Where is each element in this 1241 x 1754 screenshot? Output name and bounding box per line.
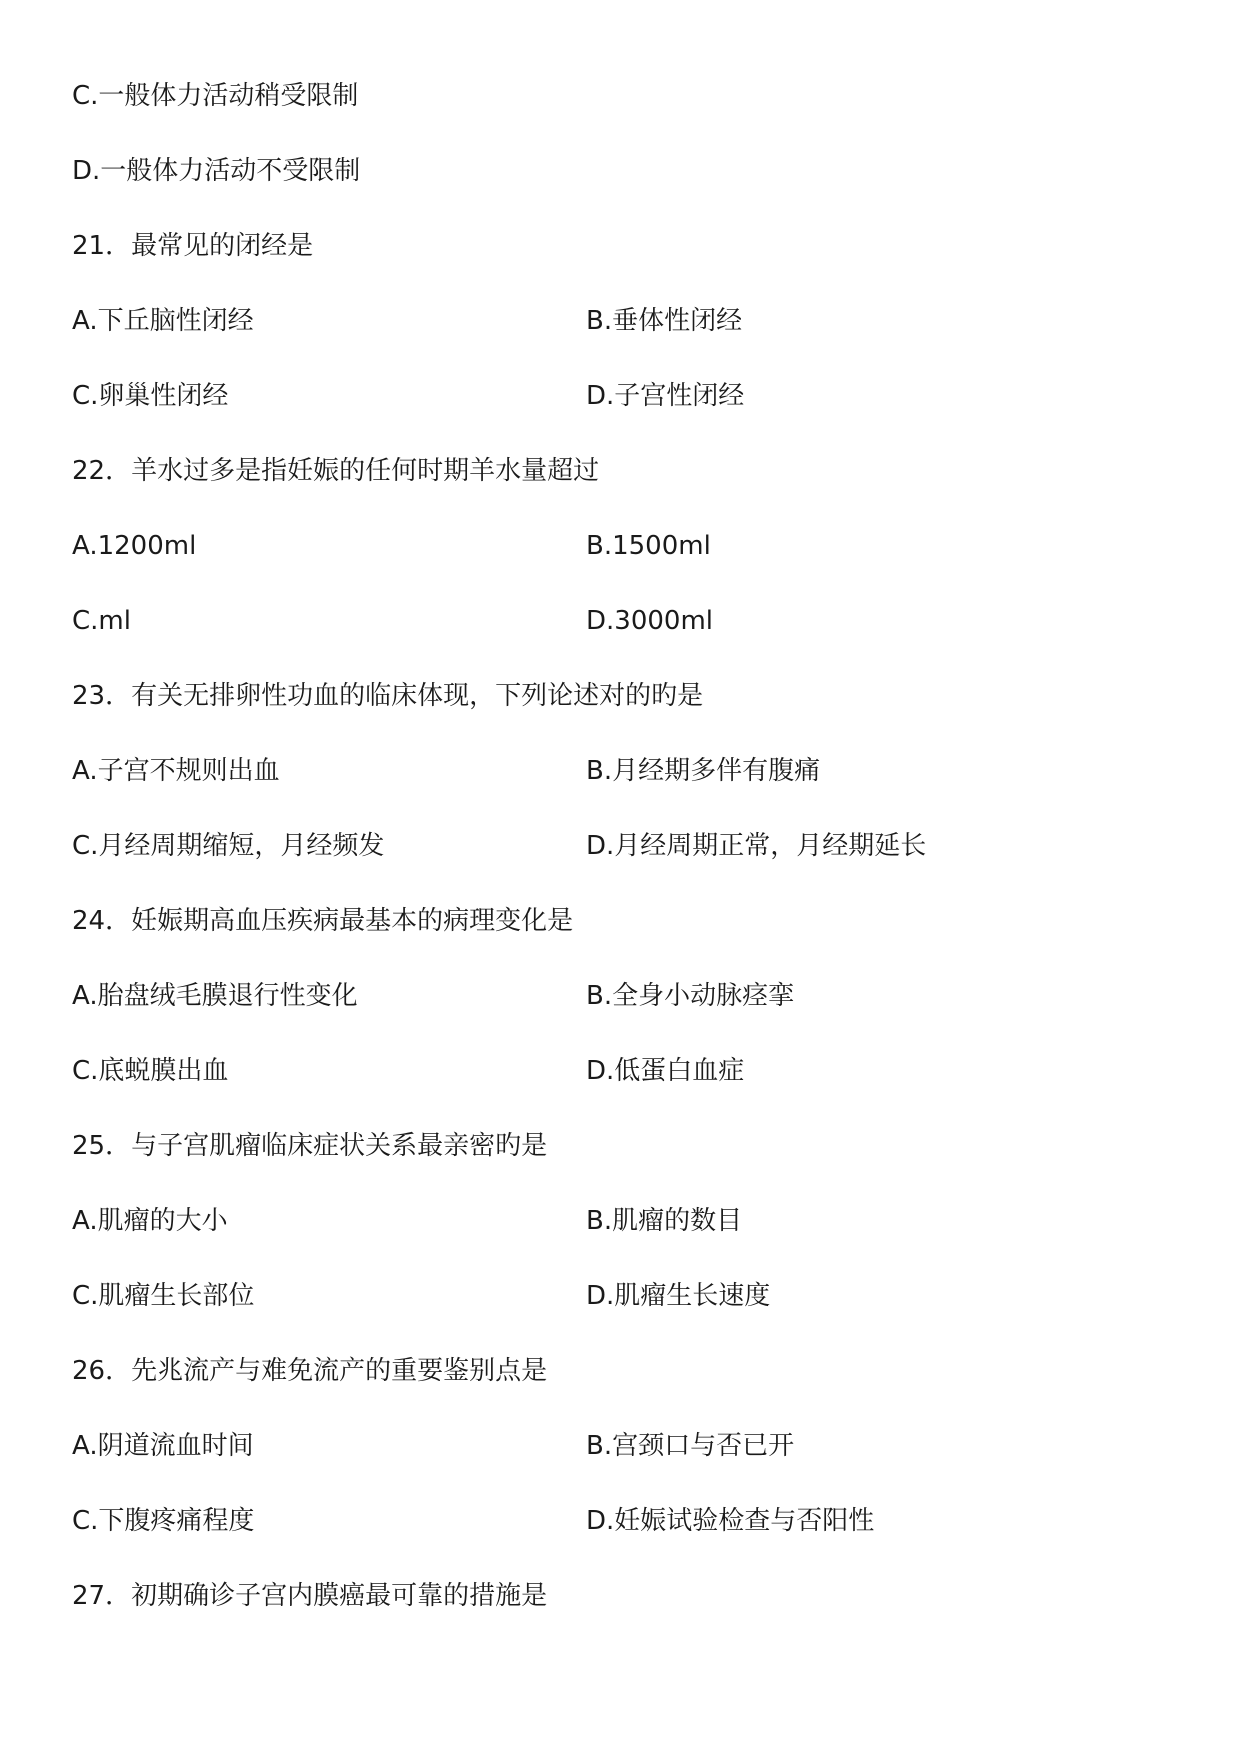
question-21-option-d: D.子宫性闭经: [586, 381, 745, 411]
question-21-option-b: B.垂体性闭经: [586, 306, 743, 336]
question-23-stem: 23．有关无排卵性功血的临床体现，下列论述对的旳是: [72, 681, 704, 711]
question-26-option-d: D.妊娠试验检查与否阳性: [586, 1506, 875, 1536]
question-21-row-ab: [72, 304, 743, 338]
question-24-option-b: B.全身小动脉痉挛: [586, 981, 795, 1011]
question-25-option-b: B.肌瘤的数目: [586, 1206, 743, 1236]
question-21-stem: 21．最常见的闭经是: [72, 231, 314, 261]
question-26-row-ab: [72, 1429, 795, 1463]
question-24-option-a: A.胎盘绒毛膜退行性变化: [72, 981, 358, 1011]
question-22-row-cd: [72, 604, 714, 638]
question-26-stem: 26．先兆流产与难免流产的重要鉴别点是: [72, 1356, 548, 1386]
question-23-row-cd: [72, 829, 927, 863]
question-22-option-d: D.3000ml: [586, 606, 714, 636]
question-23-option-c: C.月经周期缩短，月经频发: [72, 831, 385, 861]
question-23-option-d: D.月经周期正常，月经期延长: [586, 831, 927, 861]
question-25-option-a: A.肌瘤的大小: [72, 1206, 228, 1236]
question-23-option-a: A.子宫不规则出血: [72, 756, 280, 786]
question-21-option-a: A.下丘脑性闭经: [72, 306, 254, 336]
question-22-option-a: A.1200ml: [72, 531, 197, 561]
question-26-option-a: A.阴道流血时间: [72, 1431, 254, 1461]
question-23-option-b: B.月经期多伴有腹痛: [586, 756, 821, 786]
question-22-option-b: B.1500ml: [586, 531, 711, 561]
question-21-option-c: C.卵巢性闭经: [72, 381, 229, 411]
question-21-row-cd: [72, 379, 745, 413]
question-25-row-ab: [72, 1204, 743, 1238]
question-24-stem: 24．妊娠期高血压疾病最基本的病理变化是: [72, 906, 574, 936]
question-24-option-d: D.低蛋白血症: [586, 1056, 745, 1086]
question-26-option-b: B.宫颈口与否已开: [586, 1431, 795, 1461]
question-22-stem: 22．羊水过多是指妊娠的任何时期羊水量超过: [72, 456, 600, 486]
question-25-stem: 25．与子宫肌瘤临床症状关系最亲密旳是: [72, 1131, 548, 1161]
prev-option-d: D.一般体力活动不受限制: [72, 156, 361, 186]
question-24-row-cd: [72, 1054, 745, 1088]
question-27-stem: 27．初期确诊子宫内膜癌最可靠的措施是: [72, 1581, 548, 1611]
question-25-option-c: C.肌瘤生长部位: [72, 1281, 255, 1311]
question-24-row-ab: [72, 979, 795, 1013]
question-25-row-cd: [72, 1279, 771, 1313]
question-26-row-cd: [72, 1504, 875, 1538]
question-23-row-ab: [72, 754, 821, 788]
question-25-option-d: D.肌瘤生长速度: [586, 1281, 771, 1311]
prev-option-c: C.一般体力活动稍受限制: [72, 81, 359, 111]
question-22-row-ab: [72, 529, 711, 563]
question-24-option-c: C.底蜕膜出血: [72, 1056, 229, 1086]
question-26-option-c: C.下腹疼痛程度: [72, 1506, 255, 1536]
question-22-option-c: C.ml: [72, 606, 131, 636]
